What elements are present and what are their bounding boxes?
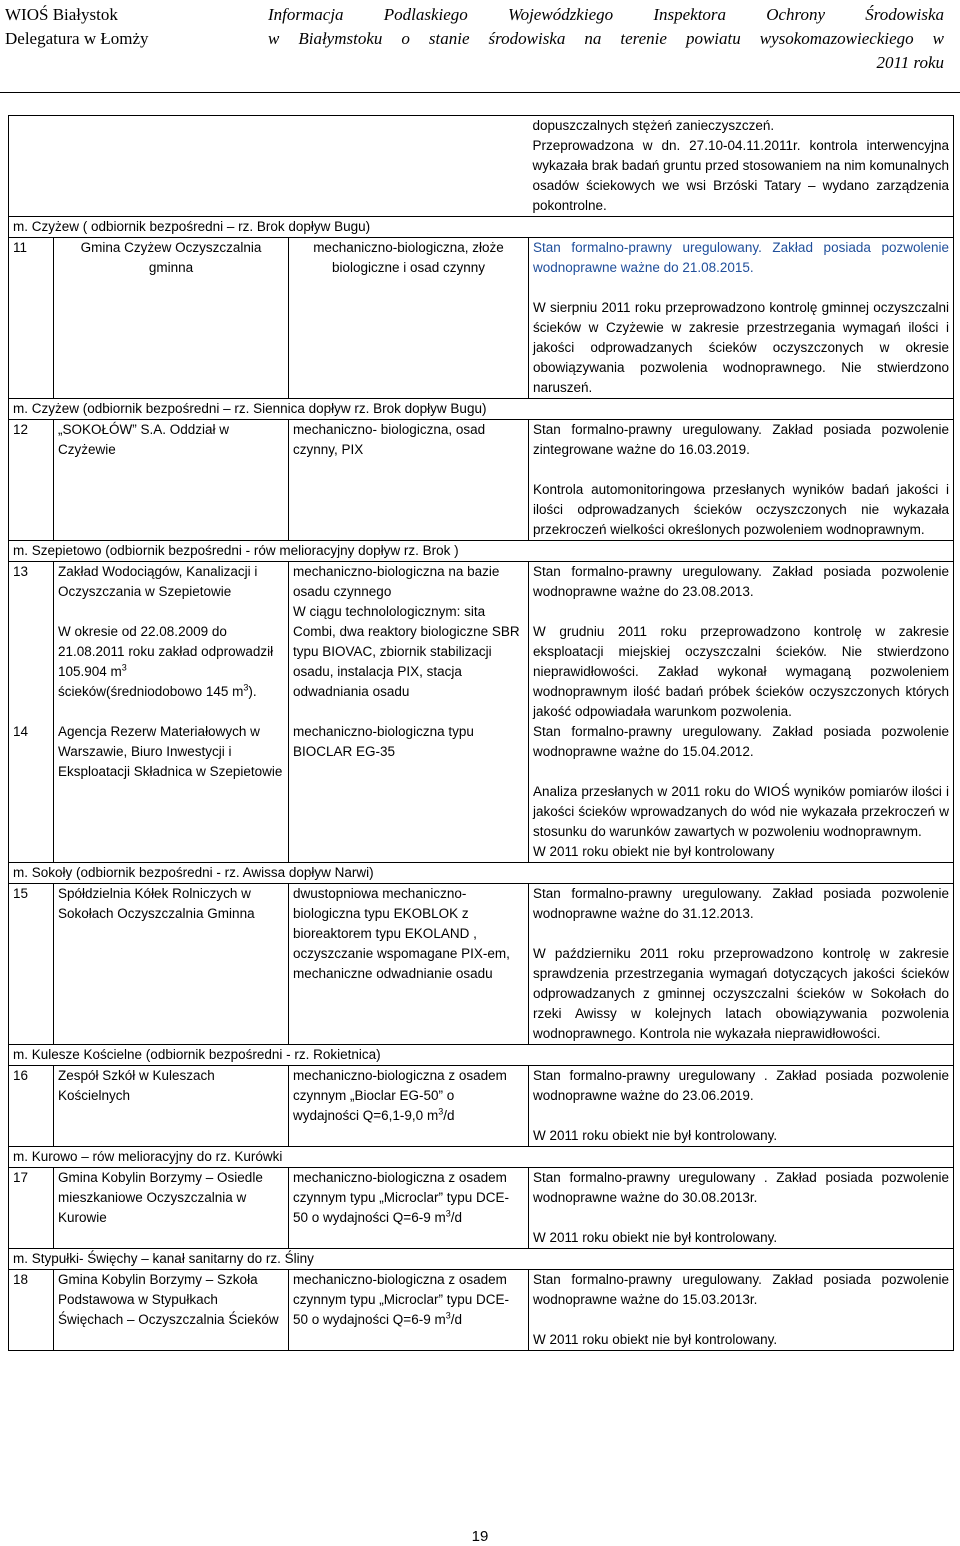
continuation-row bbox=[9, 116, 954, 217]
status-formal: Stan formalno-prawny uregulowany. Zakład posiada pozwolenie wodnoprawne ważne do 15.03.2013r. bbox=[533, 1272, 949, 1307]
row-technology: mechaniczno-biologiczna z osadem czynnym „Bioclar EG-50” o wydajności Q=6,1-9,0 $m^3/d$ bbox=[289, 1066, 529, 1147]
header-org: WIOŚ Białystok bbox=[5, 5, 118, 24]
section-title: m. Sokoły (odbiornik bezpośredni - rz. Awissa dopływ Narwi) bbox=[9, 863, 954, 884]
row-entity: Zespół Szkół w Kuleszach Kościelnych bbox=[54, 1066, 289, 1147]
row-status bbox=[529, 1168, 954, 1249]
status-inspection: W 2011 roku obiekt nie był kontrolowany. bbox=[533, 1230, 778, 1245]
page-number: 19 bbox=[471, 1528, 489, 1545]
row-number: 18 bbox=[9, 1270, 54, 1351]
row-technology bbox=[289, 562, 529, 723]
status-formal: Stan formalno-prawny uregulowany. Zakład posiada pozwolenie zintegrowane ważne do 16.03.2019. bbox=[533, 422, 949, 457]
row-status bbox=[529, 884, 954, 1045]
tech-details: W ciągu technolologicznym: sita Combi, dwa reaktory biologiczne SBR typu BIOVAC, zbiornik stabilizacji osadu, instalacja PIX, stacja odwadniania osadu bbox=[293, 604, 520, 699]
row-number: 16 bbox=[9, 1066, 54, 1147]
header-title-line3: 2011 roku bbox=[876, 53, 944, 72]
section-title-row bbox=[9, 399, 954, 420]
row-number: 15 bbox=[9, 884, 54, 1045]
row-entity: „SOKOŁÓW” S.A. Oddział w Czyżewie bbox=[54, 420, 289, 541]
row-technology: mechaniczno-biologiczna z osadem czynnym typu „Microclar” typu DCE-50 o wydajności Q=6-9 $m^3/d$ bbox=[289, 1270, 529, 1351]
status-inspection: W 2011 roku obiekt nie był kontrolowany bbox=[533, 844, 775, 859]
table-row bbox=[9, 1168, 954, 1249]
table-row bbox=[9, 884, 954, 1045]
row-status bbox=[529, 1066, 954, 1147]
row-entity: Gmina Kobylin Borzymy – Osiedle mieszkaniowe Oczyszczalnia w Kurowie bbox=[54, 1168, 289, 1249]
table-row bbox=[9, 238, 954, 399]
row-entity bbox=[54, 562, 289, 723]
row-technology: mechaniczno-biologiczna typu BIOCLAR EG-35 bbox=[289, 722, 529, 863]
entity-daily: ścieków(średniodobowo 145 $m^3$). bbox=[58, 682, 257, 699]
section-title-row bbox=[9, 217, 954, 238]
table-row bbox=[9, 1270, 954, 1351]
page-header bbox=[0, 0, 960, 93]
row-number: 14 bbox=[9, 722, 54, 863]
section-title-row bbox=[9, 541, 954, 562]
tech-type: mechaniczno-biologiczna na bazie osadu czynnego bbox=[293, 564, 500, 599]
intro-line2: Przeprowadzona w dn. 27.10-04.11.2011r. kontrola interwencyjna wykazała brak badań gruntu przed stosowaniem na nim komunalnych osadów ściekowych we wsi Brzóski Tatary – wydano zarządzenia pokontrolne. bbox=[532, 138, 949, 213]
section-title: m. Kulesze Kościelne (odbiornik bezpośredni - rz. Rokietnica) bbox=[9, 1045, 954, 1066]
section-title: m. Stypułki- Święchy – kanał sanitarny do rz. Śliny bbox=[9, 1249, 954, 1270]
section-title: m. Czyżew ( odbiornik bezpośredni – rz. Brok dopływ Bugu) bbox=[9, 217, 529, 238]
header-branch: Delegatura w Łomży bbox=[5, 29, 149, 48]
row-technology: mechaniczno-biologiczna, złoże biologiczne i osad czynny bbox=[289, 238, 529, 399]
section-title-row bbox=[9, 1045, 954, 1066]
row-entity: Gmina Czyżew Oczyszczalnia gminna bbox=[54, 238, 289, 399]
row-technology: mechaniczno- biologiczna, osad czynny, PIX bbox=[289, 420, 529, 541]
section-title: m. Szepietowo (odbiornik bezpośredni - rów melioracyjny dopływ rz. Brok ) bbox=[9, 541, 954, 562]
table-row bbox=[9, 420, 954, 541]
header-title bbox=[268, 3, 944, 75]
status-inspection: W 2011 roku obiekt nie był kontrolowany. bbox=[533, 1332, 778, 1347]
row-technology: dwustopniowa mechaniczno-biologiczna typu EKOBLOK z bioreaktorem typu EKOLAND , oczyszczanie wspomagane PIX-em, mechaniczne odwadnianie osadu bbox=[289, 884, 529, 1045]
status-formal: Stan formalno-prawny uregulowany. Zakład posiada pozwolenie wodnoprawne ważne do 23.08.2013. bbox=[533, 564, 949, 599]
section-title: m. Czyżew (odbiornik bezpośredni – rz. Siennica dopływ rz. Brok dopływ Bugu) bbox=[9, 399, 954, 420]
status-inspection: W sierpniu 2011 roku przeprowadzono kontrolę gminnej oczyszczalni ścieków w Czyżewie w zakresie przestrzegania wymagań ilości i jakości odprowadzanych ścieków oczyszczonych w okresie obowiązywania pozwolenia wodnoprawnego. Nie stwierdzono naruszeń. bbox=[533, 300, 949, 395]
row-status bbox=[529, 722, 954, 863]
status-formal: Stan formalno-prawny uregulowany . Zakład posiada pozwolenie wodnoprawne ważne do 23.06.2019. bbox=[533, 1068, 949, 1103]
row-status bbox=[529, 562, 954, 723]
section-title-row bbox=[9, 1147, 954, 1168]
status-formal: Stan formalno-prawny uregulowany. Zakład posiada pozwolenie wodnoprawne ważne do 31.12.2013. bbox=[533, 886, 949, 921]
row-number: 12 bbox=[9, 420, 54, 541]
entity-name: Zakład Wodociągów, Kanalizacji i Oczyszczania w Szepietowie bbox=[58, 564, 258, 599]
status-inspection: Kontrola automonitoringowa przesłanych wyników badań jakości i ilości odprowadzanych ścieków oczyszczonych nie wykazała przekroczeń wielkości określonych pozwoleniem wodnoprawnym. bbox=[533, 482, 949, 537]
row-number: 17 bbox=[9, 1168, 54, 1249]
status-formal: Stan formalno-prawny uregulowany . Zakład posiada pozwolenie wodnoprawne ważne do 30.08.2013r. bbox=[533, 1170, 949, 1205]
status-inspection: W październiku 2011 roku przeprowadzono kontrolę w zakresie sprawdzenia przestrzegania wymagań dotyczących jakości ścieków odprowadzanych z gminnej oczyszczalni ścieków w Sokołach do rzeki Awissy w kolejnych latach obowiązywania pozwolenia wodnoprawnego. Kontrola nie wykazała nieprawidłowości. bbox=[533, 946, 949, 1041]
row-technology: mechaniczno-biologiczna z osadem czynnym typu „Microclar” typu DCE-50 o wydajności Q=6-9 $m^3/d$ bbox=[289, 1168, 529, 1249]
wastewater-table bbox=[8, 115, 954, 1351]
table-row bbox=[9, 1066, 954, 1147]
table-row bbox=[9, 562, 954, 723]
section-title-row bbox=[9, 1249, 954, 1270]
intro-line1: dopuszczalnych stężeń zanieczyszczeń. bbox=[532, 118, 775, 133]
row-number: 11 bbox=[9, 238, 54, 399]
section-title-row bbox=[9, 863, 954, 884]
entity-volume: W okresie od 22.08.2009 do 21.08.2011 roku zakład odprowadził 105.904 $m^3$ bbox=[58, 624, 274, 679]
status-analysis: Analiza przesłanych w 2011 roku do WIOŚ wyników pomiarów ilości i jakości ścieków wprowadzanych do wód nie wykazała przekroczeń w stosunku do warunków zawartych w pozwoleniu wodnoprawnym. bbox=[533, 784, 949, 839]
row-entity: Gmina Kobylin Borzymy – Szkoła Podstawowa w Stypułkach Święchach – Oczyszczalnia Ścieków bbox=[54, 1270, 289, 1351]
header-left bbox=[5, 3, 149, 51]
header-title-line1: Informacja Podlaskiego Wojewódzkiego Inspektora Ochrony Środowiska bbox=[268, 5, 944, 24]
status-formal: Stan formalno-prawny uregulowany. Zakład posiada pozwolenie wodnoprawne ważne do 21.08.2015. bbox=[533, 240, 949, 275]
row-status bbox=[529, 1270, 954, 1351]
status-inspection: W grudniu 2011 roku przeprowadzono kontrolę w zakresie eksploatacji miejskiej oczyszczalni ścieków. Nie stwierdzono nieprawidłowości. Zakład wykonał wymaganą pozwoleniem wodnoprawnym ilość badań próbek ścieków oczyszczonych których jakość odpowiadała warunkom pozwolenia. bbox=[533, 624, 949, 719]
status-formal: Stan formalno-prawny uregulowany. Zakład posiada pozwolenie wodnoprawne ważne do 15.04.2012. bbox=[533, 724, 949, 759]
row-entity: Spółdzielnia Kółek Rolniczych w Sokołach Oczyszczalnia Gminna bbox=[54, 884, 289, 1045]
row-number: 13 bbox=[9, 562, 54, 723]
status-inspection: W 2011 roku obiekt nie był kontrolowany. bbox=[533, 1128, 778, 1143]
row-entity: Agencja Rezerw Materiałowych w Warszawie, Biuro Inwestycji i Eksploatacji Składnica w Szepietowie bbox=[54, 722, 289, 863]
section-title: m. Kurowo – rów melioracyjny do rz. Kurówki bbox=[9, 1147, 954, 1168]
table-row bbox=[9, 722, 954, 863]
row-status bbox=[529, 238, 954, 399]
header-title-line2: w Białymstoku o stanie środowiska na terenie powiatu wysokomazowieckiego w bbox=[268, 29, 944, 48]
row-status bbox=[529, 420, 954, 541]
